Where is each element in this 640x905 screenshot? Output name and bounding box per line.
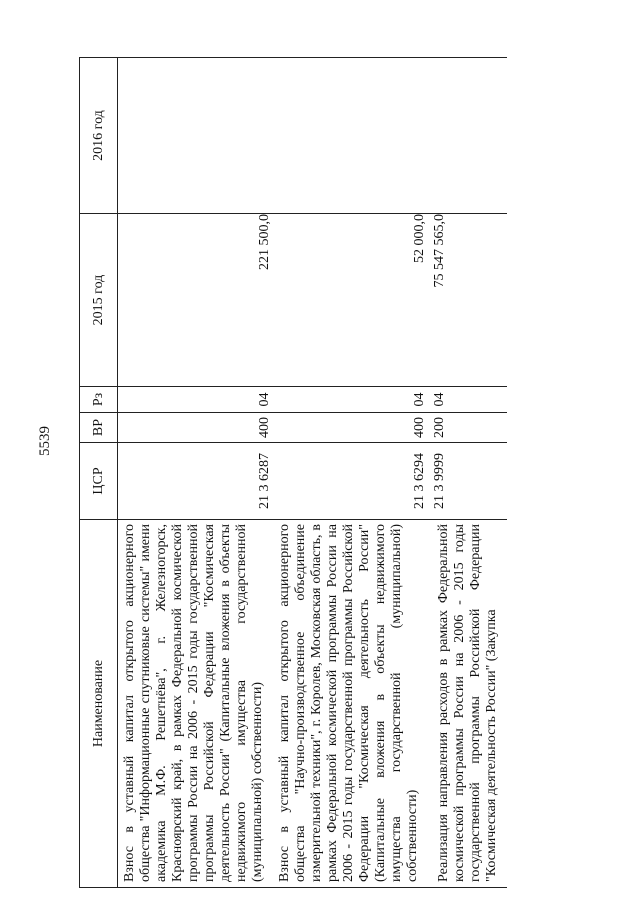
row-csr: 21 3 6294 [273,443,428,520]
row-2015: 221 500,0 [118,214,274,387]
table-row [428,58,507,888]
header-rz: Рз [80,387,118,413]
row-2015: 52 000,0 [273,214,428,387]
budget-table [79,57,507,888]
row-name-cell [118,520,274,888]
row-vr: 400 [273,413,428,443]
row-rz: 04 [428,387,507,413]
row-name-cell [273,520,428,888]
row-2016 [273,58,428,214]
row-name: Реализация направления расходов в рамках Федеральной космической программы России на 2006 - 2015 годы государственной программы Российской Федерации "Космическая деятельность России" (Закупка [436,524,499,882]
row-vr: 400 [118,413,274,443]
row-csr: 21 3 6287 [118,443,274,520]
header-vr: ВР [80,413,118,443]
rotated-page-content [79,58,584,888]
row-vr: 200 [428,413,507,443]
page-number: 5539 [37,426,53,456]
row-name: Взнос в уставный капитал открытого акционерного общества "Научно-производственное объединение измерительной техники", г. Королев, Московская область, в рамках Федеральной космической программы России на 2006 - 2015 годы государственной программы Российской Федерации "Космическая деятельность России" (Капитальные вложения в объекты недвижимого имущества государственной (муниципальной) собственности) [277,524,420,882]
row-2016 [118,58,274,214]
header-name: Наименование [80,520,118,888]
header-csr: ЦСР [80,443,118,520]
row-csr: 21 3 9999 [428,443,507,520]
row-rz: 04 [118,387,274,413]
row-name-cell [428,520,507,888]
row-name: Взнос в уставный капитал открытого акционерного общества "Информационные спутниковые системы" имени академика М.Ф. Решетнёва", г. Железногорск, Красноярский край, в рамках Федеральной космической программы России на 2006 - 2015 годы государственной программы Российской Федерации "Космическая деятельность России" (Капитальные вложения в объекты недвижимого имущества государственной (муниципальной) собственности) [122,524,265,882]
header-2015: 2015 год [80,214,118,387]
header-2016: 2016 год [80,58,118,214]
table-row [273,58,428,888]
row-2015: 75 547 565,0 [428,214,507,387]
table-row [118,58,274,888]
table-header-row [80,58,118,888]
row-rz: 04 [273,387,428,413]
row-2016 [428,58,507,214]
